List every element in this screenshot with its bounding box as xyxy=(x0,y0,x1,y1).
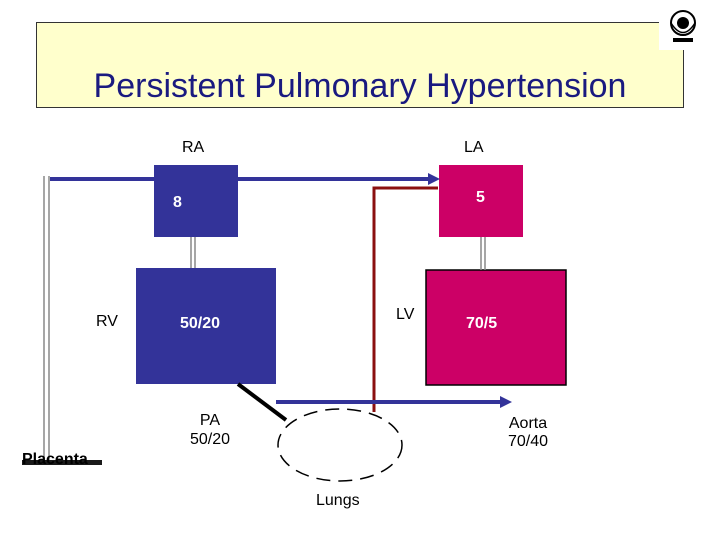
label-pa: PA xyxy=(199,412,221,429)
label-lungs: Lungs xyxy=(316,492,360,509)
pressure-aorta: 70/40 xyxy=(507,433,549,450)
pressure-lv: 70/5 xyxy=(466,315,498,332)
venous-arrowhead-icon xyxy=(428,173,440,185)
label-la: LA xyxy=(464,139,484,156)
label-ra: RA xyxy=(182,139,205,156)
lungs-outline xyxy=(278,409,402,481)
pressure-pa: 50/20 xyxy=(189,431,231,448)
right-atrium xyxy=(154,165,238,237)
pressure-ra: 8 xyxy=(173,194,182,211)
label-aorta: Aorta xyxy=(508,415,548,432)
aorta-arrowhead-icon xyxy=(500,396,512,408)
pressure-la: 5 xyxy=(476,189,485,206)
label-rv: RV xyxy=(96,313,118,330)
label-lv: LV xyxy=(396,306,415,323)
slide-title: Persistent Pulmonary Hypertension xyxy=(93,67,627,105)
pressure-rv: 50/20 xyxy=(180,315,221,332)
label-placenta: Placenta xyxy=(22,452,88,464)
